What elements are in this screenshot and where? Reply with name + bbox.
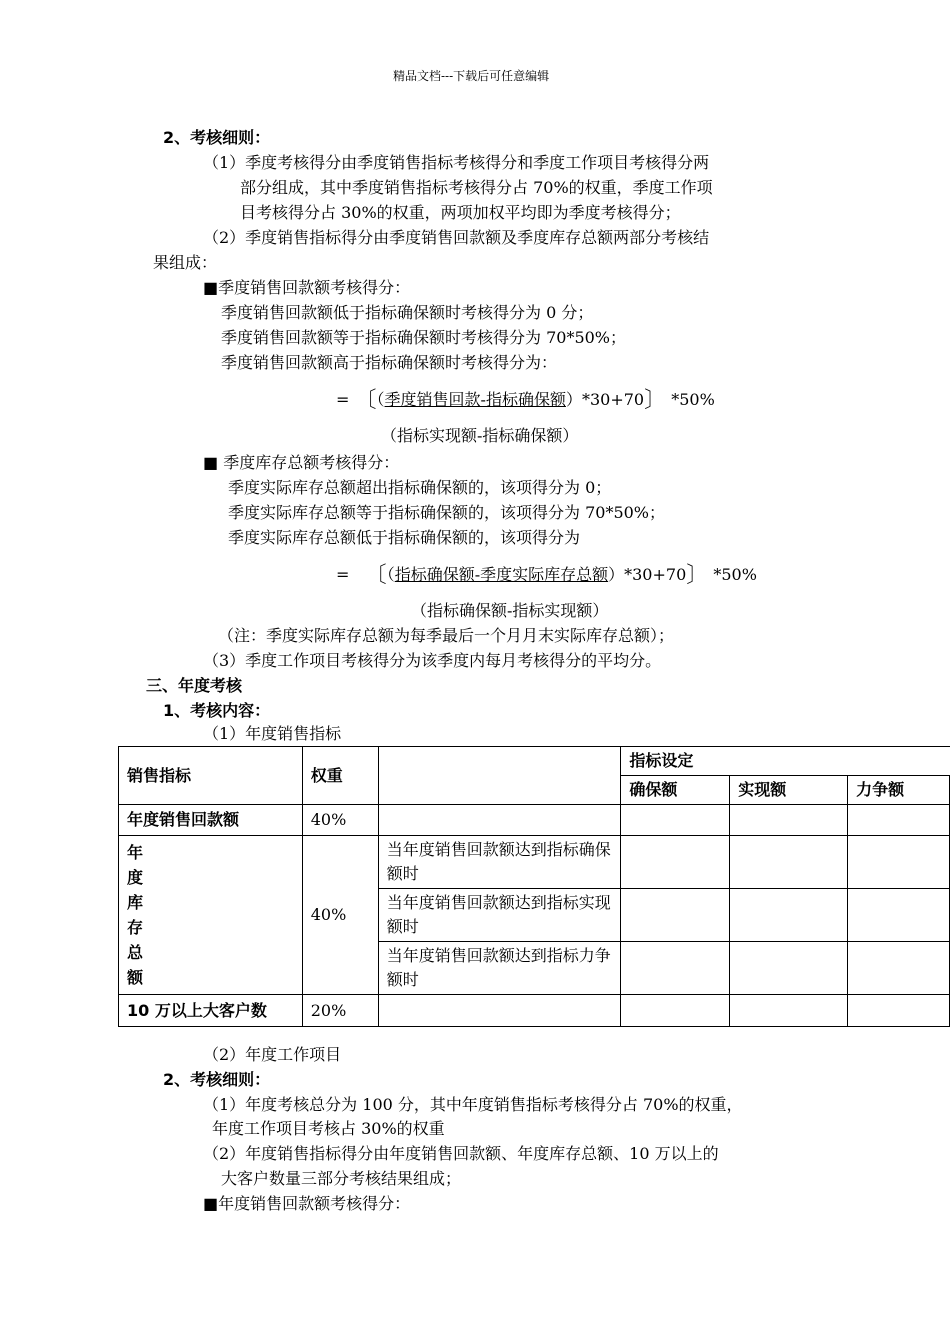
row-annual-inventory-weight: 40% [302,836,378,995]
header-blank [378,747,621,805]
formula-1-denominator: （指标实现额-指标确保额） [381,426,579,445]
inventory-score-title: ■ 季度库存总额考核得分： [203,453,400,472]
revenue-rule-1: 季度销售回款额低于指标确保额时考核得分为 0 分； [221,303,594,322]
annual-sales-kpi-label: （1）年度销售指标 [203,724,342,743]
table-cell [621,995,730,1027]
annual-revenue-score-title: ■年度销售回款额考核得分： [203,1194,411,1213]
paragraph-2-line-1: （2）季度销售指标得分由季度销售回款额及季度库存总额两部分考核结 [203,228,710,247]
row-key-clients-name: 10 万以上大客户数 [119,995,303,1027]
formula-2-right-bracket: 〕 [686,563,709,588]
row-annual-revenue-weight: 40% [302,805,378,836]
annual-rule-2-line-2: 大客户数量三部分考核结果组成； [221,1169,462,1188]
paragraph-3: （3）季度工作项目考核得分为该季度内每月考核得分的平均分。 [203,651,662,670]
formula-1 [336,388,715,413]
row-annual-revenue-name: 年度销售回款额 [119,805,303,836]
formula-1-open: （ [376,390,385,409]
table-cell [621,889,730,942]
formula-2-multiplier: *50% [713,565,757,584]
inventory-rule-2: 季度实际库存总额等于指标确保额的，该项得分为 70*50%； [228,503,666,522]
annual-kpi-table [118,746,950,1027]
inventory-condition-3: 当年度销售回款额达到指标力争额时 [378,942,621,995]
table-cell [730,889,848,942]
formula-2-denominator: （指标确保额-指标实现额） [411,601,609,620]
table-cell [848,889,950,942]
formula-1-numerator: 季度销售回款-指标确保额 [384,390,566,409]
table-cell [378,805,621,836]
revenue-score-title: ■季度销售回款额考核得分： [203,278,411,297]
inventory-note: （注：季度实际库存总额为每季最后一个月月末实际库存总额）； [218,626,675,645]
table-cell [848,942,950,995]
table-cell [621,836,730,889]
formula-2 [336,563,757,588]
table-cell [378,995,621,1027]
table-cell [848,995,950,1027]
annual-work-items-label: （2）年度工作项目 [203,1045,342,1064]
formula-1-tail: ）*30+70 [565,390,645,409]
header-target-setting: 指标设定 [621,747,950,776]
page-header: 精品文档---下载后可任意编辑 [393,69,550,83]
formula-2-open: （ [386,565,395,584]
header-guarantee: 确保额 [621,776,730,805]
formula-1-equals: = [336,390,350,409]
formula-2-tail: ）*30+70 [608,565,687,584]
table-cell [730,942,848,995]
inventory-condition-2: 当年度销售回款额达到指标实现额时 [378,889,621,942]
inventory-condition-1: 当年度销售回款额达到指标确保额时 [378,836,621,889]
inventory-rule-1: 季度实际库存总额超出指标确保额的，该项得分为 0； [228,478,612,497]
table-cell [730,995,848,1027]
table-cell [621,942,730,995]
formula-2-left-bracket: 〔 [364,563,387,588]
revenue-rule-2: 季度销售回款额等于指标确保额时考核得分为 70*50%； [221,328,627,347]
section-2-title: 2、考核细则： [163,128,271,147]
table-cell [621,805,730,836]
annual-rule-1-line-2: 年度工作项目考核占 30%的权重 [212,1119,445,1138]
row-key-clients-weight: 20% [302,995,378,1027]
table-cell [848,805,950,836]
header-actual: 实现额 [730,776,848,805]
header-weight: 权重 [302,747,378,805]
paragraph-1-line-3: 目考核得分占 30%的权重，两项加权平均即为季度考核得分； [240,203,681,222]
revenue-rule-3: 季度销售回款额高于指标确保额时考核得分为： [221,353,558,372]
formula-1-right-bracket: 〕 [644,388,667,413]
row-annual-inventory-name [119,836,303,995]
table-cell [730,805,848,836]
formula-1-left-bracket: 〔 [354,388,377,413]
section-3-title: 三、年度考核 [146,676,243,695]
paragraph-2-line-2: 果组成： [153,253,218,272]
formula-2-equals: = [336,565,350,584]
row-annual-inventory-name-text: 年度库存总额 [127,843,144,987]
paragraph-1-line-1: （1）季度考核得分由季度销售指标考核得分和季度工作项目考核得分两 [203,153,710,172]
formula-2-numerator: 指标确保额-季度实际库存总额 [394,565,609,584]
section-3-1-title: 1、考核内容： [163,701,271,720]
header-sales-kpi: 销售指标 [119,747,303,805]
formula-1-multiplier: *50% [671,390,715,409]
inventory-rule-3: 季度实际库存总额低于指标确保额的，该项得分为 [228,528,581,547]
table-cell [730,836,848,889]
paragraph-1-line-2: 部分组成，其中季度销售指标考核得分占 70%的权重，季度工作项 [240,178,713,197]
section-3-2-title: 2、考核细则： [163,1070,271,1089]
header-strive: 力争额 [848,776,950,805]
annual-rule-1-line-1: （1）年度考核总分为 100 分，其中年度销售指标考核得分占 70%的权重， [203,1095,743,1114]
annual-rule-2-line-1: （2）年度销售指标得分由年度销售回款额、年度库存总额、10 万以上的 [203,1144,719,1163]
table-cell [848,836,950,889]
